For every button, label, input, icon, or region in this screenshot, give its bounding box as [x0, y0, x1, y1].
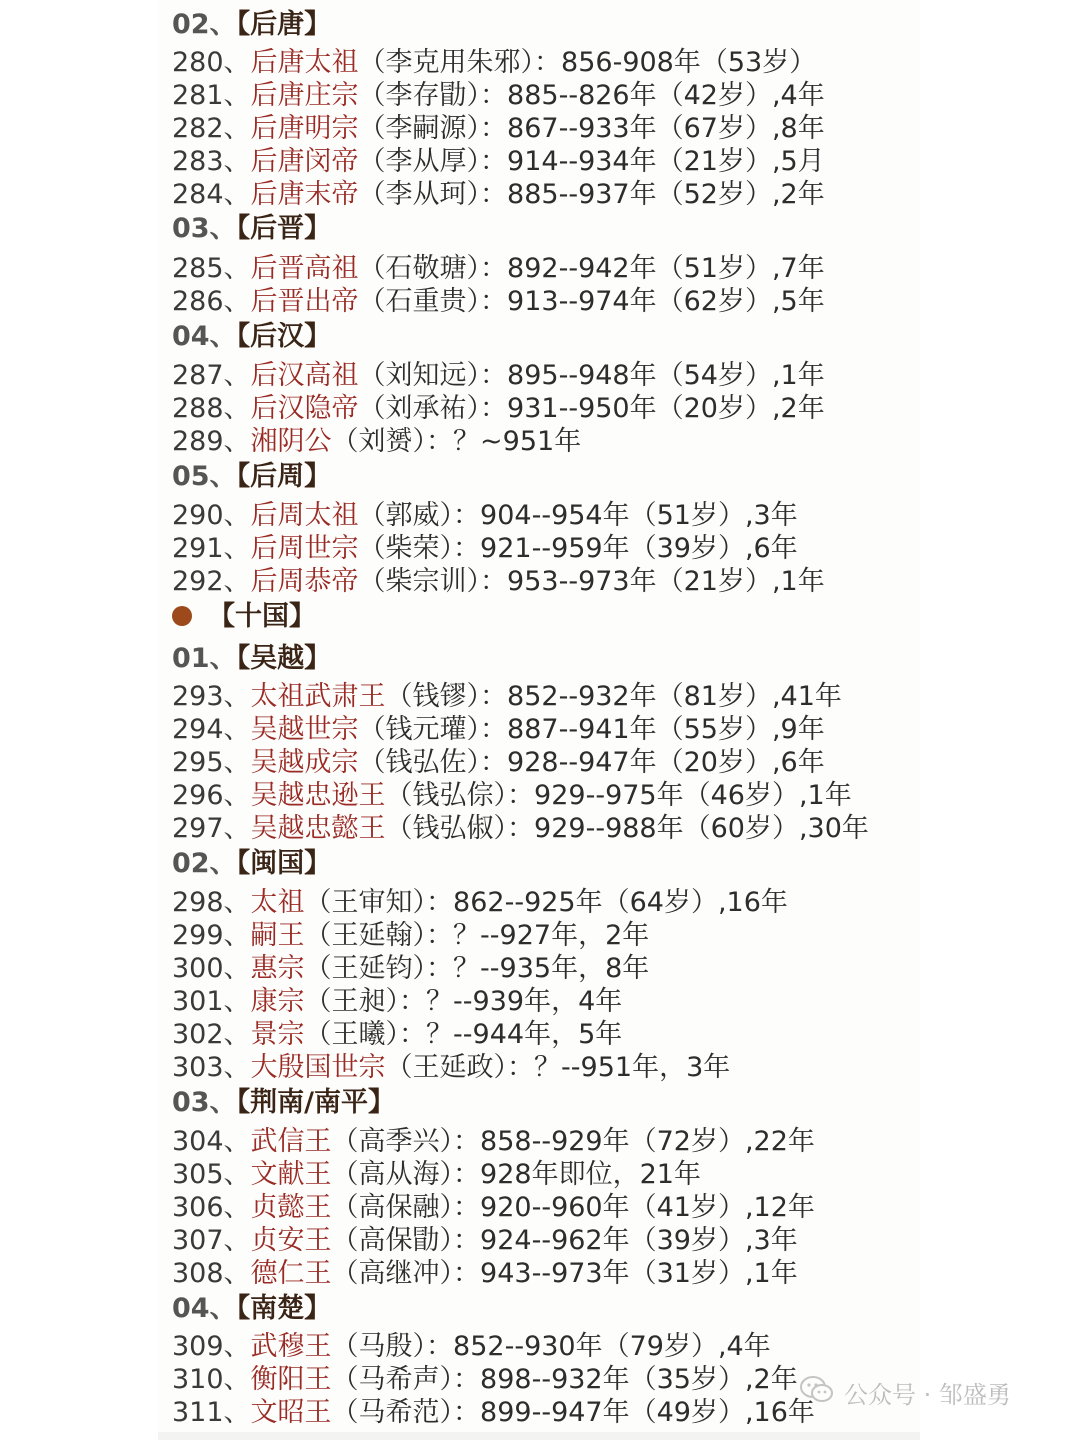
bullet-icon — [172, 606, 192, 626]
list-item: 307、贞安王（高保勖）：924--962年（39岁）,3年 — [172, 1225, 798, 1256]
dynasty-heading: 04、【后汉】 — [172, 321, 332, 352]
list-item: 287、后汉高祖（刘知远）：895--948年（54岁）,1年 — [172, 360, 825, 391]
page-shadow — [158, 1432, 920, 1440]
list-item: 309、武穆王（马殷）：852--930年（79岁）,4年 — [172, 1331, 771, 1362]
list-item: 310、衡阳王（马希声）：898--932年（35岁）,2年 — [172, 1364, 798, 1395]
list-item: 292、后周恭帝（柴宗训）：953--973年（21岁）,1年 — [172, 566, 825, 597]
list-item: 283、后唐闵帝（李从厚）：914--934年（21岁）,5月 — [172, 146, 825, 177]
list-item: 280、后唐太祖（李克用朱邪）：856-908年（53岁） — [172, 47, 817, 78]
left-margin — [0, 0, 158, 1440]
list-item: 289、湘阴公（刘赟）：？~951年 — [172, 426, 582, 457]
kingdom-heading: 03、【荆南/南平】 — [172, 1087, 395, 1118]
list-item: 290、后周太祖（郭威）：904--954年（51岁）,3年 — [172, 500, 798, 531]
watermark-text: 公众号 · 邹盛勇 — [844, 1381, 1011, 1409]
list-item: 303、大殷国世宗（王延政）：？--951年，3年 — [172, 1052, 731, 1083]
kingdom-heading: 02、【闽国】 — [172, 848, 332, 879]
list-item: 306、贞懿王（高保融）：920--960年（41岁）,12年 — [172, 1192, 815, 1223]
watermark — [800, 1375, 1011, 1415]
list-item: 284、后唐末帝（李从珂）：885--937年（52岁）,2年 — [172, 179, 825, 210]
list-item: 300、惠宗（王延钧）：？--935年，8年 — [172, 953, 650, 984]
list-item: 296、吴越忠逊王（钱弘倧）：929--975年（46岁）,1年 — [172, 780, 852, 811]
list-item: 295、吴越成宗（钱弘佐）：928--947年（20岁）,6年 — [172, 747, 825, 778]
kingdom-heading: 04、【南楚】 — [172, 1293, 332, 1324]
list-item: 302、景宗（王曦）：？--944年，5年 — [172, 1019, 623, 1050]
kingdom-heading: 01、【吴越】 — [172, 643, 332, 674]
list-item: 305、文献王（高从海）：928年即位，21年 — [172, 1159, 701, 1190]
list-item: 282、后唐明宗（李嗣源）：867--933年（67岁）,8年 — [172, 113, 825, 144]
list-item: 311、文昭王（马希范）：899--947年（49岁）,16年 — [172, 1397, 815, 1428]
list-item: 281、后唐庄宗（李存勖）：885--826年（42岁）,4年 — [172, 80, 825, 111]
list-item: 288、后汉隐帝（刘承祐）：931--950年（20岁）,2年 — [172, 393, 825, 424]
right-margin — [920, 0, 1080, 1440]
wechat-icon — [800, 1375, 834, 1417]
dynasty-heading: 03、【后晋】 — [172, 213, 332, 244]
list-item: 294、吴越世宗（钱元瓘）：887--941年（55岁）,9年 — [172, 714, 825, 745]
list-item: 301、康宗（王昶）：？--939年，4年 — [172, 986, 623, 1017]
list-item: 286、后晋出帝（石重贵）：913--974年（62岁）,5年 — [172, 286, 825, 317]
group-heading: 【十国】 — [172, 600, 316, 633]
list-item: 308、德仁王（高继冲）：943--973年（31岁）,1年 — [172, 1258, 798, 1289]
dynasty-heading: 02、【后唐】 — [172, 9, 332, 40]
dynasty-heading: 05、【后周】 — [172, 461, 332, 492]
list-item: 297、吴越忠懿王（钱弘俶）：929--988年（60岁）,30年 — [172, 813, 869, 844]
list-item: 291、后周世宗（柴荣）：921--959年（39岁）,6年 — [172, 533, 798, 564]
list-item: 304、武信王（高季兴）：858--929年（72岁）,22年 — [172, 1126, 815, 1157]
list-item: 298、太祖（王审知）：862--925年（64岁）,16年 — [172, 887, 788, 918]
list-item: 299、嗣王（王延翰）：？--927年，2年 — [172, 920, 650, 951]
list-item: 293、太祖武肃王（钱镠）：852--932年（81岁）,41年 — [172, 681, 842, 712]
list-item: 285、后晋高祖（石敬瑭）：892--942年（51岁）,7年 — [172, 253, 825, 284]
